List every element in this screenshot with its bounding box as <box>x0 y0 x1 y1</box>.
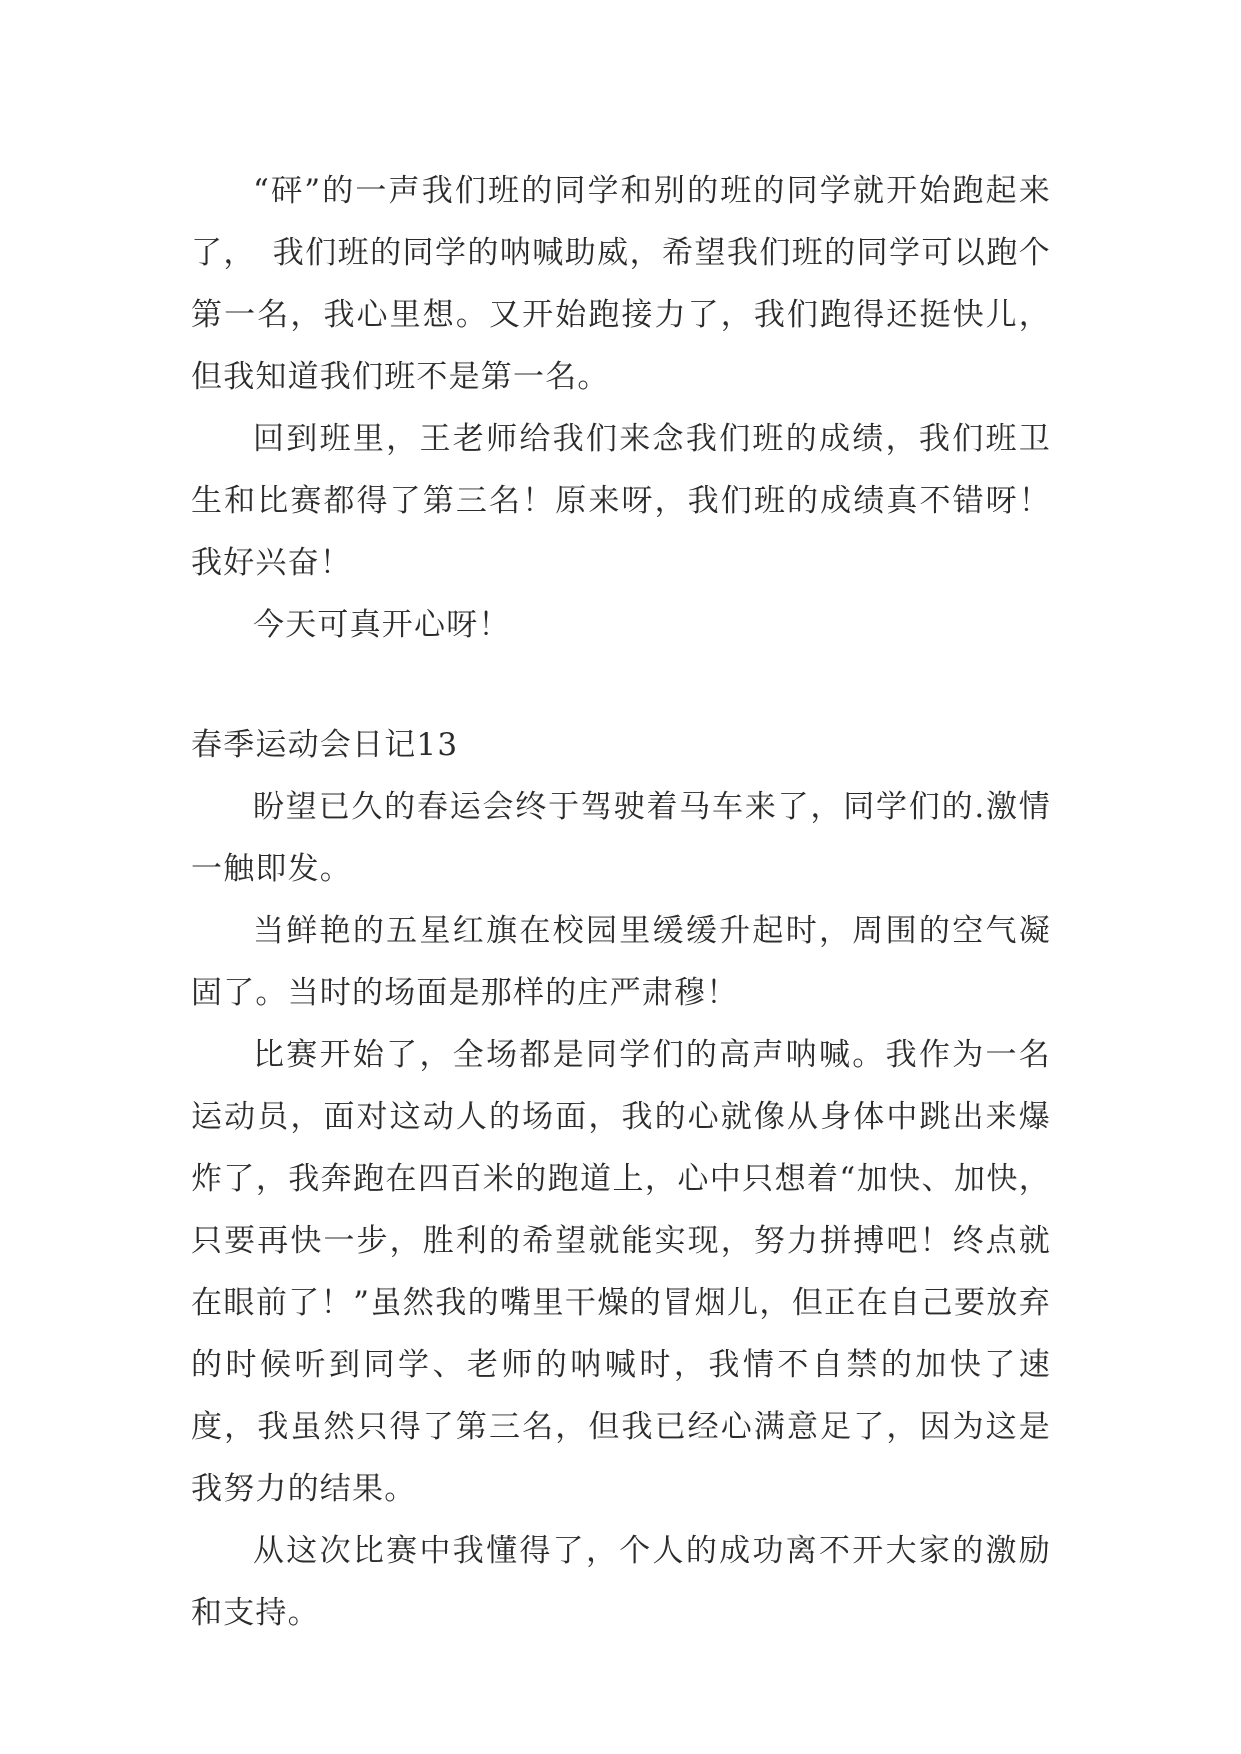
paragraph: 当鲜艳的五星红旗在校园里缓缓升起时，周围的空气凝固了。当时的场面是那样的庄严肃穆！ <box>191 913 1051 1011</box>
document-body <box>191 160 1051 1644</box>
paragraph: 回到班里，王老师给我们来念我们班的成绩，我们班卫生和比赛都得了第三名！原来呀，我们班的成绩真不错呀！我好兴奋！ <box>191 421 1051 581</box>
section-title: 春季运动会日记13 <box>191 727 459 763</box>
paragraph: “砰”的一声我们班的同学和别的班的同学就开始跑起来了， 我们班的同学的呐喊助威，希望我们班的同学可以跑个第一名，我心里想。又开始跑接力了，我们跑得还挺快儿，但我知道我们班不是第一名。 <box>191 173 1051 395</box>
paragraph: 从这次比赛中我懂得了，个人的成功离不开大家的激励和支持。 <box>191 1533 1051 1631</box>
paragraph: 比赛开始了，全场都是同学们的高声呐喊。我作为一名运动员，面对这动人的场面，我的心就像从身体中跳出来爆炸了，我奔跑在四百米的跑道上，心中只想着“加快、加快，只要再快一步，胜利的希望就能实现，努力拼搏吧！终点就在眼前了！”虽然我的嘴里干燥的冒烟儿，但正在自己要放弃的时候听到同学、老师的呐喊时，我情不自禁的加快了速度，我虽然只得了第三名，但我已经心满意足了，因为这是我努力的结果。 <box>191 1037 1051 1507</box>
paragraph: 盼望已久的春运会终于驾驶着马车来了，同学们的.激情一触即发。 <box>191 789 1051 887</box>
paragraph: 今天可真开心呀！ <box>253 607 511 643</box>
